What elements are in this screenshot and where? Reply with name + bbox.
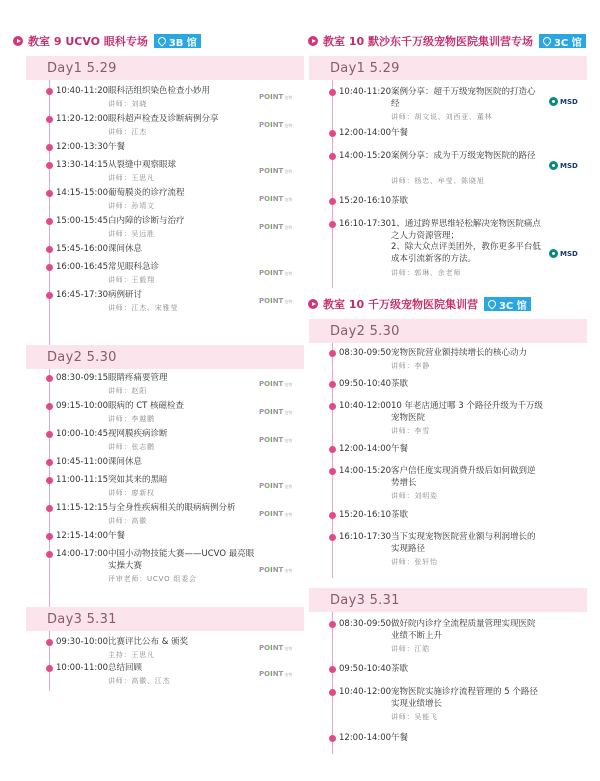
timeline-dot [46,88,53,95]
timeline-dot [329,689,336,696]
timeline-dot [46,144,53,151]
event-time: 10:00-11:00 [56,663,109,673]
event-title: 常见眼科急诊 [108,262,160,272]
event-title: 宠物医院实施诊疗流程管理的 5 个路径实现业绩增长 [391,687,538,709]
arrow-icon [308,36,318,46]
timeline [26,631,304,691]
event-speaker: 讲师：孙靖文 [108,202,155,210]
event-time: 09:50-10:40 [339,664,392,674]
event-title: 葡萄膜炎的诊疗流程 [108,188,185,198]
event-title: 午餐 [391,733,409,743]
event-speaker: 主持：王思凡 [108,651,155,659]
event-time: 10:00-10:45 [56,429,109,439]
section-title: 教室 9 UCVO 眼科专场 [28,35,148,48]
location-pin-icon [486,298,497,309]
event-title: 总结回顾 [108,663,143,673]
event-speaker: 讲师：赵阳 [108,387,147,395]
event-time: 10:40-11:20 [56,86,109,96]
day-header: Day3 5.31 [26,607,304,631]
event-speaker: 讲师：张志鹏 [108,443,155,451]
event-speaker: 讲师：刘晓 [108,100,147,108]
timeline-dot [329,666,336,673]
timeline-dot [46,218,53,225]
event-time: 11:20-12:00 [56,114,109,124]
timeline-dot [46,665,53,672]
event-title: 眼病的 CT 核磁检查 [108,401,185,411]
event-time: 12:15-14:00 [56,531,109,541]
event-title: 视网膜疾病诊断 [108,429,168,439]
event-time: 16:10-17:30 [339,532,392,542]
timeline-dot [329,468,336,475]
day-block [26,56,304,356]
event-speaker: 讲师：郭琳、余老师 [391,269,462,277]
event-speaker: 讲师：高徽、江杰 [108,677,171,685]
event-title: 案例分享：超千万级宠物医院的打造心经 [391,87,536,109]
event-title: 中国小动物技能大赛——UCVO 最亮眼实操大赛 [108,549,255,571]
section-title: 教室 10 默沙东千万级宠物医院集训营专场 [323,35,533,48]
event-speaker: 讲师：李雪 [391,427,430,435]
day-header: Day2 5.30 [309,319,587,343]
event-speaker: 讲师：廖新权 [108,489,155,497]
point-logo: POINT宠物 [259,510,293,518]
event-title: 课间休息 [108,244,143,254]
event-title: 茶歇 [391,510,409,520]
point-logo: POINT宠物 [259,408,293,416]
timeline-dot [329,198,336,205]
hall-badge [154,34,201,48]
event-title: 10 年老店通过哪 3 个路径升级为千万级宠物医院 [391,401,543,423]
event-title: 突如其来的黑暗 [108,475,168,485]
event-title: 1、通过跨界思维轻松解决宠物医院痛点之人力资源管理； 2、除大众点评美团外，教你更多平台低成本引流新客的方法。 [391,219,541,264]
timeline-dot [46,264,53,271]
timeline-dot [46,292,53,299]
event-time: 14:00-15:20 [339,151,392,161]
timeline-dot [46,505,53,512]
event-speaker: 讲师：张轩怡 [391,558,438,566]
point-logo: POINT宠物 [259,223,293,231]
msd-logo: MSD [549,97,578,106]
event-time: 09:50-10:40 [339,379,392,389]
timeline [309,80,587,288]
event-speaker: 讲师：高徽 [108,517,147,525]
timeline-dot [46,477,53,484]
timeline-dot [46,190,53,197]
event-speaker: 评审老师：UCVO 组委会 [108,575,197,583]
timeline-dot [329,403,336,410]
event-time: 12:00-14:00 [339,444,392,454]
event-title: 眼睛疼痛要管理 [108,373,168,383]
day-header: Day1 5.29 [309,56,587,80]
timeline-dot [329,130,336,137]
event-time: 15:20-16:10 [339,510,392,520]
event-time: 11:15-12:15 [56,503,109,513]
msd-mark-icon [549,161,558,170]
day-block [309,56,587,292]
day-block [26,607,304,707]
point-logo: POINT宠物 [259,167,293,175]
timeline-dot [329,621,336,628]
timeline-dot [329,89,336,96]
event-title: 课间休息 [108,457,143,467]
timeline-dot [329,735,336,742]
point-logo: POINT宠物 [259,269,293,277]
section-title: 教室 10 千万级宠物医院集训营 [323,298,478,311]
hall-label: 3B 馆 [168,37,197,49]
event-title: 宠物医院营业额持续增长的核心动力 [391,348,528,358]
event-title: 做好院内诊疗全流程质量管理实现医院业绩不断上升 [391,619,536,641]
event-time: 15:45-16:00 [56,244,109,254]
event-speaker: 讲师：王思凡 [108,174,155,182]
timeline-dot [46,162,53,169]
section-header-room10b [308,296,531,312]
event-title: 客户信任度实现消费升级后如何做到逆势增长 [391,466,536,488]
msd-mark-icon [549,97,558,106]
day-header: Day2 5.30 [26,345,304,369]
point-logo: POINT宠物 [259,297,293,305]
timeline-line [332,80,333,288]
event-speaker: 讲师：江杰、宋雅莹 [108,304,179,312]
event-title: 茶歇 [391,664,409,674]
arrow-icon [13,36,23,46]
day-header: Day1 5.29 [26,56,304,80]
event-time: 12:00-14:00 [339,733,392,743]
event-title: 与全身性疾病相关的眼病病例分析 [108,503,236,513]
event-time: 16:00-16:45 [56,262,109,272]
point-logo: POINT宠物 [259,644,293,652]
point-logo: POINT宠物 [259,195,293,203]
point-logo: POINT宠物 [259,670,293,678]
timeline-dot [46,116,53,123]
event-time: 13:30-14:15 [56,160,109,170]
location-pin-icon [156,35,167,46]
event-title: 比赛评比公布 & 颁奖 [108,637,189,647]
timeline-dot [46,246,53,253]
timeline-dot [329,350,336,357]
point-logo: POINT宠物 [259,436,293,444]
timeline-line [332,343,333,578]
event-title: 案例分享：成为千万级宠物医院的路径 [391,151,536,161]
timeline [309,343,587,578]
timeline-dot [329,446,336,453]
event-time: 14:15-15:00 [56,188,109,198]
event-title: 眼科超声检查及诊断病例分享 [108,114,219,124]
event-speaker: 讲师：刘明姿 [391,492,438,500]
event-title: 茶歇 [391,196,409,206]
timeline [309,612,587,754]
event-time: 11:00-11:15 [56,475,109,485]
event-time: 09:15-10:00 [56,401,109,411]
event-title: 从裂缝中观察眼球 [108,160,177,170]
event-time: 14:00-17:00 [56,549,109,559]
event-speaker: 讲师：江皓 [391,645,430,653]
event-title: 眼科活组织染色检查小妙用 [108,86,211,96]
event-title: 午餐 [108,531,126,541]
event-time: 09:30-10:00 [56,637,109,647]
timeline-dot [329,381,336,388]
msd-logo: MSD [549,161,578,170]
arrow-icon [308,299,318,309]
event-time: 10:40-12:00 [339,687,392,697]
point-logo: POINT宠物 [259,380,293,388]
event-time: 08:30-09:15 [56,373,109,383]
timeline-dot [46,459,53,466]
hall-label: 3C 馆 [498,300,527,312]
event-speaker: 讲师：吴远胜 [108,230,155,238]
day-block [309,319,587,581]
event-title: 茶歇 [391,379,409,389]
event-time: 12:00-14:00 [339,128,392,138]
timeline-dot [46,375,53,382]
event-speaker: 讲师：李静 [391,362,430,370]
timeline-dot [329,512,336,519]
point-logo: POINT宠物 [259,482,293,490]
hall-badge [539,34,586,48]
timeline-dot [46,551,53,558]
event-speaker: 讲师：江杰 [108,128,147,136]
event-speaker: 讲师：王毅翔 [108,276,155,284]
section-header-room10a [308,33,586,49]
hall-label: 3C 馆 [553,37,582,49]
hall-badge [484,297,531,311]
event-speaker: 讲师：吴能飞 [391,713,438,721]
timeline-dot [46,639,53,646]
timeline-dot [329,221,336,228]
event-title: 午餐 [391,444,409,454]
day-header: Day3 5.31 [309,588,587,612]
timeline [26,369,304,607]
event-time: 10:45-11:00 [56,457,109,467]
event-title: 午餐 [108,142,126,152]
section-header-room9 [13,33,201,49]
point-logo: POINT宠物 [259,566,293,574]
msd-mark-icon [549,249,558,258]
point-logo: POINT宠物 [259,93,293,101]
location-pin-icon [541,35,552,46]
day-block [26,345,304,607]
timeline-dot [46,403,53,410]
event-title: 白内障的诊断与治疗 [108,216,185,226]
event-title: 当下实现宠物医院营业额与利润增长的实现路径 [391,532,536,554]
event-time: 10:40-11:20 [339,87,392,97]
event-time: 08:30-09:50 [339,619,392,629]
event-time: 14:00-15:20 [339,466,392,476]
event-speaker: 讲师：李越鹏 [108,415,155,423]
point-logo: POINT宠物 [259,121,293,129]
event-title: 午餐 [391,128,409,138]
timeline-dot [329,534,336,541]
event-time: 08:30-09:50 [339,348,392,358]
event-time: 12:00-13:30 [56,142,109,152]
timeline-dot [329,153,336,160]
timeline-dot [46,431,53,438]
event-title: 病例研讨 [108,290,143,300]
event-time: 16:10-17:30 [339,219,392,229]
timeline-line [332,612,333,754]
event-time: 15:20-16:10 [339,196,392,206]
timeline-dot [46,533,53,540]
event-time: 16:45-17:30 [56,290,109,300]
day-block [309,588,587,758]
event-speaker: 讲师：杨忠、牟莹、陈晓旭 [391,177,485,185]
event-speaker: 讲师：胡文说、刘西亚、董林 [391,113,493,121]
event-time: 15:00-15:45 [56,216,109,226]
event-time: 10:40-12:00 [339,401,392,411]
timeline [26,80,304,356]
msd-logo: MSD [549,249,578,258]
